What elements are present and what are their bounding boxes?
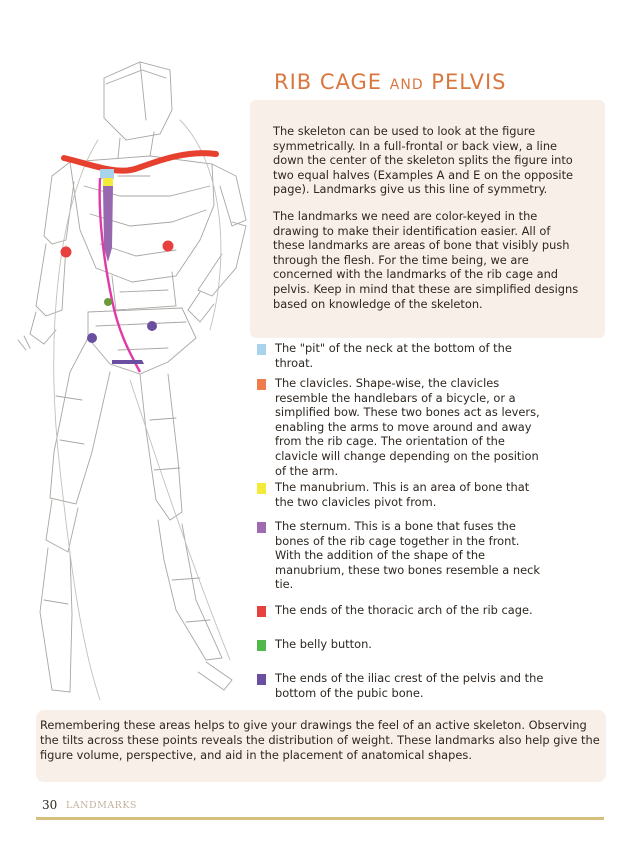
landmark-item-sternum bbox=[257, 519, 547, 592]
page-title bbox=[274, 70, 507, 94]
color-swatch-light-blue bbox=[257, 344, 266, 355]
landmark-item-iliac-crest bbox=[257, 671, 547, 700]
landmark-text: The clavicles. Shape-wise, the clavicles resemble the handlebars of a bicycle, or a simplified bow. These two bones act as levers, enabling the arms to move around and away from the rib cage. The orientation of the clavicle will change depending on the position of the arm. bbox=[275, 376, 540, 478]
color-swatch-red bbox=[257, 606, 266, 617]
landmark-item-belly-button bbox=[257, 637, 547, 652]
landmark-text: The sternum. This is a bone that fuses the bones of the rib cage together in the front. With the addition of the shape of the manubrium, these two bones resemble a neck tie. bbox=[275, 519, 540, 592]
color-swatch-dark-purple bbox=[257, 674, 266, 685]
landmark-item-neck-pit bbox=[257, 341, 547, 370]
title-main: RIB CAGE bbox=[274, 70, 383, 94]
footer-rule bbox=[36, 817, 604, 820]
color-swatch-yellow bbox=[257, 483, 266, 494]
landmark-text: The belly button. bbox=[275, 637, 372, 651]
landmark-text: The ends of the thoracic arch of the rib cage. bbox=[275, 603, 533, 617]
landmark-item-clavicles bbox=[257, 376, 547, 478]
color-swatch-green bbox=[257, 640, 266, 651]
summary-paragraph: Remembering these areas helps to give your drawings the feel of an active skeleton. Observing the tilts across these points reveals the distribution of weight. These landmarks also help give the figure volume, perspective, and aid in the placement of anatomical shapes. bbox=[40, 718, 600, 763]
intro-paragraph-2: The landmarks we need are color-keyed in the drawing to make their identification easier. All of these landmarks are areas of bone that visibly push through the flesh. For the time being, we are concerned with the landmarks of the rib cage and pelvis. Keep in mind that these are simplified designs based on knowledge of the skeleton. bbox=[273, 209, 579, 311]
color-swatch-orange bbox=[257, 379, 266, 390]
intro-paragraph-1: The skeleton can be used to look at the figure symmetrically. In a full-frontal or back view, a line down the center of the skeleton splits the figure into two equal halves (Examples A and E on the opposite page). Landmarks give us this line of symmetry. bbox=[273, 124, 574, 197]
landmark-item-thoracic-arch bbox=[257, 603, 547, 618]
title-tail: PELVIS bbox=[431, 70, 507, 94]
landmark-text: The ends of the iliac crest of the pelvis and the bottom of the pubic bone. bbox=[275, 671, 544, 700]
landmark-text: The manubrium. This is an area of bone that the two clavicles pivot from. bbox=[275, 480, 530, 509]
section-name: LANDMARKS bbox=[66, 800, 137, 811]
color-swatch-purple bbox=[257, 522, 266, 533]
title-connector: AND bbox=[389, 77, 424, 93]
landmark-text: The "pit" of the neck at the bottom of the throat. bbox=[275, 341, 512, 370]
page-number: 30 bbox=[42, 798, 58, 812]
landmark-item-manubrium bbox=[257, 480, 547, 509]
